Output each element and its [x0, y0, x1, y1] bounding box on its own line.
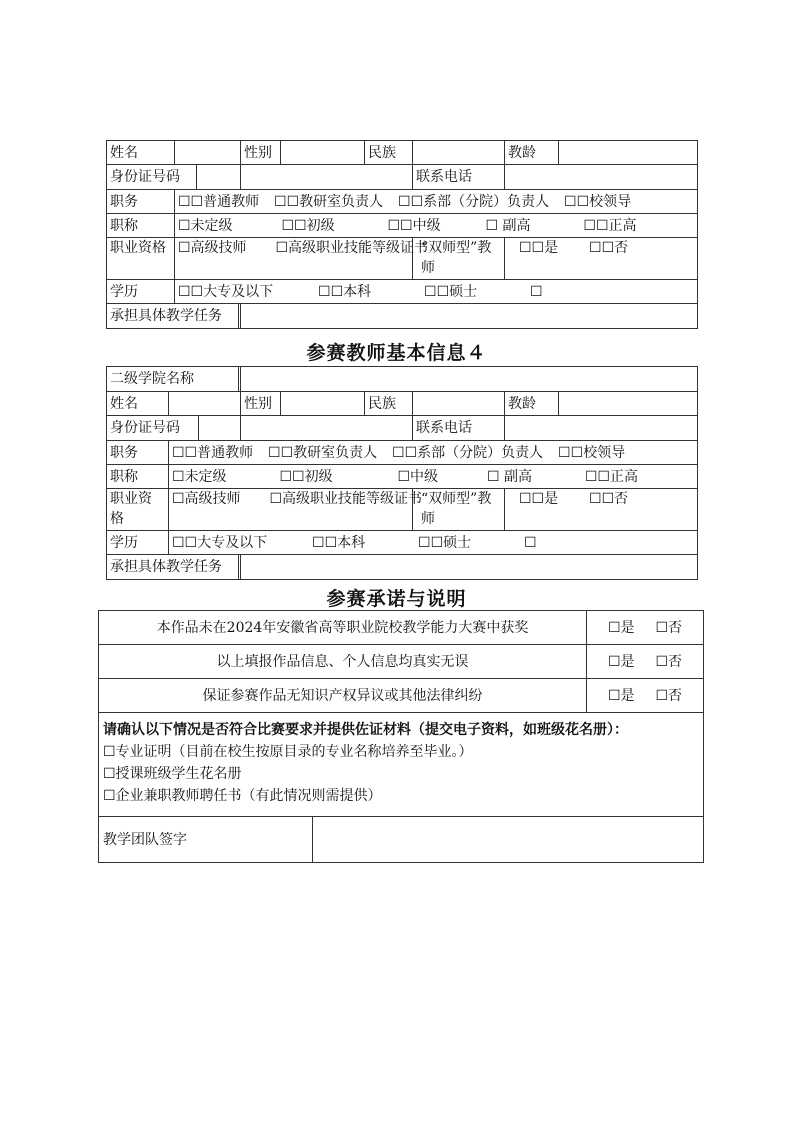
ethnicity-label: 民族	[365, 392, 413, 416]
position-label: 职务	[107, 441, 169, 465]
phone-label: 联系电话	[413, 165, 505, 190]
title-option-none[interactable]: ☐未定级	[172, 468, 227, 485]
position-option-office-head[interactable]: ☐☐教研室负责人	[268, 444, 378, 461]
phone-field[interactable]	[505, 165, 698, 190]
qualification-label: 职业资格	[107, 238, 175, 280]
teaching-years-field[interactable]	[559, 141, 698, 165]
commit-item-no[interactable]: ☐否	[655, 619, 683, 636]
education-option-college[interactable]: ☐☐大专及以下	[178, 283, 274, 300]
teacher-info-table-3	[106, 140, 698, 329]
position-option-dept-head[interactable]: ☐☐系部（分院）负责人	[398, 193, 550, 210]
education-options	[175, 280, 698, 304]
title-option-senior[interactable]: ☐☐正高	[583, 217, 637, 234]
teaching-task-field-extra[interactable]	[241, 555, 698, 580]
title-option-associate[interactable]: ☐ 副高	[485, 217, 531, 234]
dual-teacher-options	[505, 489, 698, 531]
id-number-field-extra[interactable]	[241, 416, 413, 441]
id-number-label-text: 身份证号码	[107, 165, 197, 189]
dual-teacher-no[interactable]: ☐☐否	[589, 240, 629, 256]
qualification-option-certificate[interactable]: ☐高级职业技能等级证书	[275, 240, 429, 256]
dual-teacher-options	[505, 238, 698, 280]
qualification-label: 职业资格	[107, 489, 169, 531]
gender-field[interactable]	[281, 392, 365, 416]
id-number-label	[107, 416, 241, 441]
commit-item-text: 本作品未在2024年安徽省高等职业院校教学能力大赛中获奖	[99, 611, 587, 645]
commit-item-yes[interactable]: ☐是	[608, 687, 635, 704]
commit-item-yes[interactable]: ☐是	[608, 619, 635, 636]
education-label: 学历	[107, 280, 175, 304]
phone-field[interactable]	[505, 416, 698, 441]
commit-item-no[interactable]: ☐否	[655, 653, 683, 670]
dual-teacher-yes[interactable]: ☐☐是	[519, 491, 559, 507]
education-option-bachelor[interactable]: ☐☐本科	[312, 534, 366, 551]
teaching-years-label: 教龄	[505, 141, 559, 165]
teacher-info-table-4	[106, 366, 698, 580]
dual-teacher-yes[interactable]: ☐☐是	[519, 240, 559, 256]
title-option-none[interactable]: ☐未定级	[178, 217, 233, 234]
position-option-dept-head[interactable]: ☐☐系部（分院）负责人	[392, 444, 544, 461]
id-number-field[interactable]	[197, 165, 240, 189]
position-option-office-head[interactable]: ☐☐教研室负责人	[274, 193, 384, 210]
ethnicity-label: 民族	[365, 141, 413, 165]
college-name-field-extra[interactable]	[241, 367, 698, 392]
commitment-table	[98, 610, 704, 863]
confirm-heading: 请确认以下情况是否符合比赛要求并提供佐证材料（提交电子资料，如班级花名册）：	[103, 722, 628, 738]
commit-item-options	[587, 645, 704, 679]
commit-item-options	[587, 679, 704, 713]
team-signature-label: 教学团队签字	[99, 817, 313, 863]
id-number-field[interactable]	[199, 416, 240, 440]
qualification-option-technician[interactable]: ☐高级技师	[178, 240, 247, 256]
confirm-item-class-roster[interactable]: ☐授课班级学生花名册	[103, 766, 242, 782]
id-number-label	[107, 165, 241, 190]
qualification-options	[169, 489, 423, 531]
title-label: 职称	[107, 214, 175, 238]
title-option-middle[interactable]: ☐中级	[397, 468, 439, 485]
gender-label: 性别	[241, 392, 281, 416]
commit-item-no[interactable]: ☐否	[655, 687, 683, 704]
confirm-section	[99, 713, 704, 817]
college-name-label	[107, 367, 241, 392]
position-option-leader[interactable]: ☐☐校领导	[564, 193, 632, 210]
id-number-label-text: 身份证号码	[107, 416, 199, 440]
education-option-college[interactable]: ☐☐大专及以下	[172, 534, 268, 551]
teaching-task-label	[107, 304, 241, 329]
name-field[interactable]	[169, 392, 241, 416]
position-label: 职务	[107, 190, 175, 214]
title-option-middle[interactable]: ☐☐中级	[387, 217, 441, 234]
position-option-leader[interactable]: ☐☐校领导	[558, 444, 626, 461]
teaching-task-label	[107, 555, 241, 580]
confirm-item-major-proof[interactable]: ☐专业证明（目前在校生按原目录的专业名称培养至毕业。）	[103, 744, 473, 760]
college-name-field[interactable]	[239, 367, 240, 391]
commit-item-options	[587, 611, 704, 645]
teaching-task-field[interactable]	[239, 555, 240, 579]
education-option-other[interactable]: ☐	[530, 283, 543, 300]
title-option-junior[interactable]: ☐☐初级	[281, 217, 335, 234]
title-option-junior[interactable]: ☐☐初级	[279, 468, 333, 485]
teaching-task-field[interactable]	[239, 304, 240, 328]
gender-label: 性别	[241, 141, 281, 165]
teaching-task-label-text: 承担具体教学任务	[107, 555, 239, 579]
section-title-teacher-4: 参赛教师基本信息４	[306, 342, 487, 364]
position-option-teacher[interactable]: ☐☐普通教师	[178, 193, 260, 210]
team-signature-field[interactable]	[313, 817, 704, 863]
name-label: 姓名	[107, 141, 175, 165]
title-option-associate[interactable]: ☐ 副高	[486, 468, 532, 485]
position-options	[175, 190, 698, 214]
college-name-label-text: 二级学院名称	[107, 367, 239, 391]
education-option-master[interactable]: ☐☐硕士	[418, 534, 472, 551]
teaching-task-field-extra[interactable]	[241, 304, 698, 329]
dual-teacher-no[interactable]: ☐☐否	[589, 491, 629, 507]
commit-item-text: 以上填报作品信息、个人信息均真实无误	[99, 645, 587, 679]
qualification-options	[175, 238, 429, 280]
section-title-commitment: 参赛承诺与说明	[326, 588, 467, 610]
ethnicity-field[interactable]	[413, 141, 505, 165]
commit-item-yes[interactable]: ☐是	[608, 653, 635, 670]
qualification-option-certificate[interactable]: ☐高级职业技能等级证书	[269, 491, 423, 507]
title-label: 职称	[107, 465, 169, 489]
confirm-item-appointment-letter[interactable]: ☐企业兼职教师聘任书（有此情况则需提供）	[103, 788, 382, 804]
teaching-task-label-text: 承担具体教学任务	[107, 304, 239, 328]
education-option-bachelor[interactable]: ☐☐本科	[318, 283, 372, 300]
teaching-years-field[interactable]	[559, 392, 698, 416]
education-option-other[interactable]: ☐	[524, 534, 537, 551]
education-label: 学历	[107, 531, 169, 555]
phone-label: 联系电话	[413, 416, 505, 441]
qualification-option-technician[interactable]: ☐高级技师	[172, 491, 241, 507]
title-option-senior[interactable]: ☐☐正高	[584, 468, 638, 485]
id-number-field-extra[interactable]	[241, 165, 413, 190]
title-options	[169, 465, 698, 489]
commit-item-text: 保证参赛作品无知识产权异议或其他法律纠纷	[99, 679, 587, 713]
dual-teacher-label: “双师型”教师	[413, 489, 505, 531]
name-label: 姓名	[107, 392, 169, 416]
education-option-master[interactable]: ☐☐硕士	[424, 283, 478, 300]
position-options	[169, 441, 698, 465]
ethnicity-field[interactable]	[413, 392, 505, 416]
teaching-years-label: 教龄	[505, 392, 559, 416]
name-field[interactable]	[175, 141, 241, 165]
gender-field[interactable]	[281, 141, 365, 165]
education-options	[169, 531, 698, 555]
title-options	[175, 214, 698, 238]
dual-teacher-label: “双师型”教师	[413, 238, 505, 280]
position-option-teacher[interactable]: ☐☐普通教师	[172, 444, 254, 461]
